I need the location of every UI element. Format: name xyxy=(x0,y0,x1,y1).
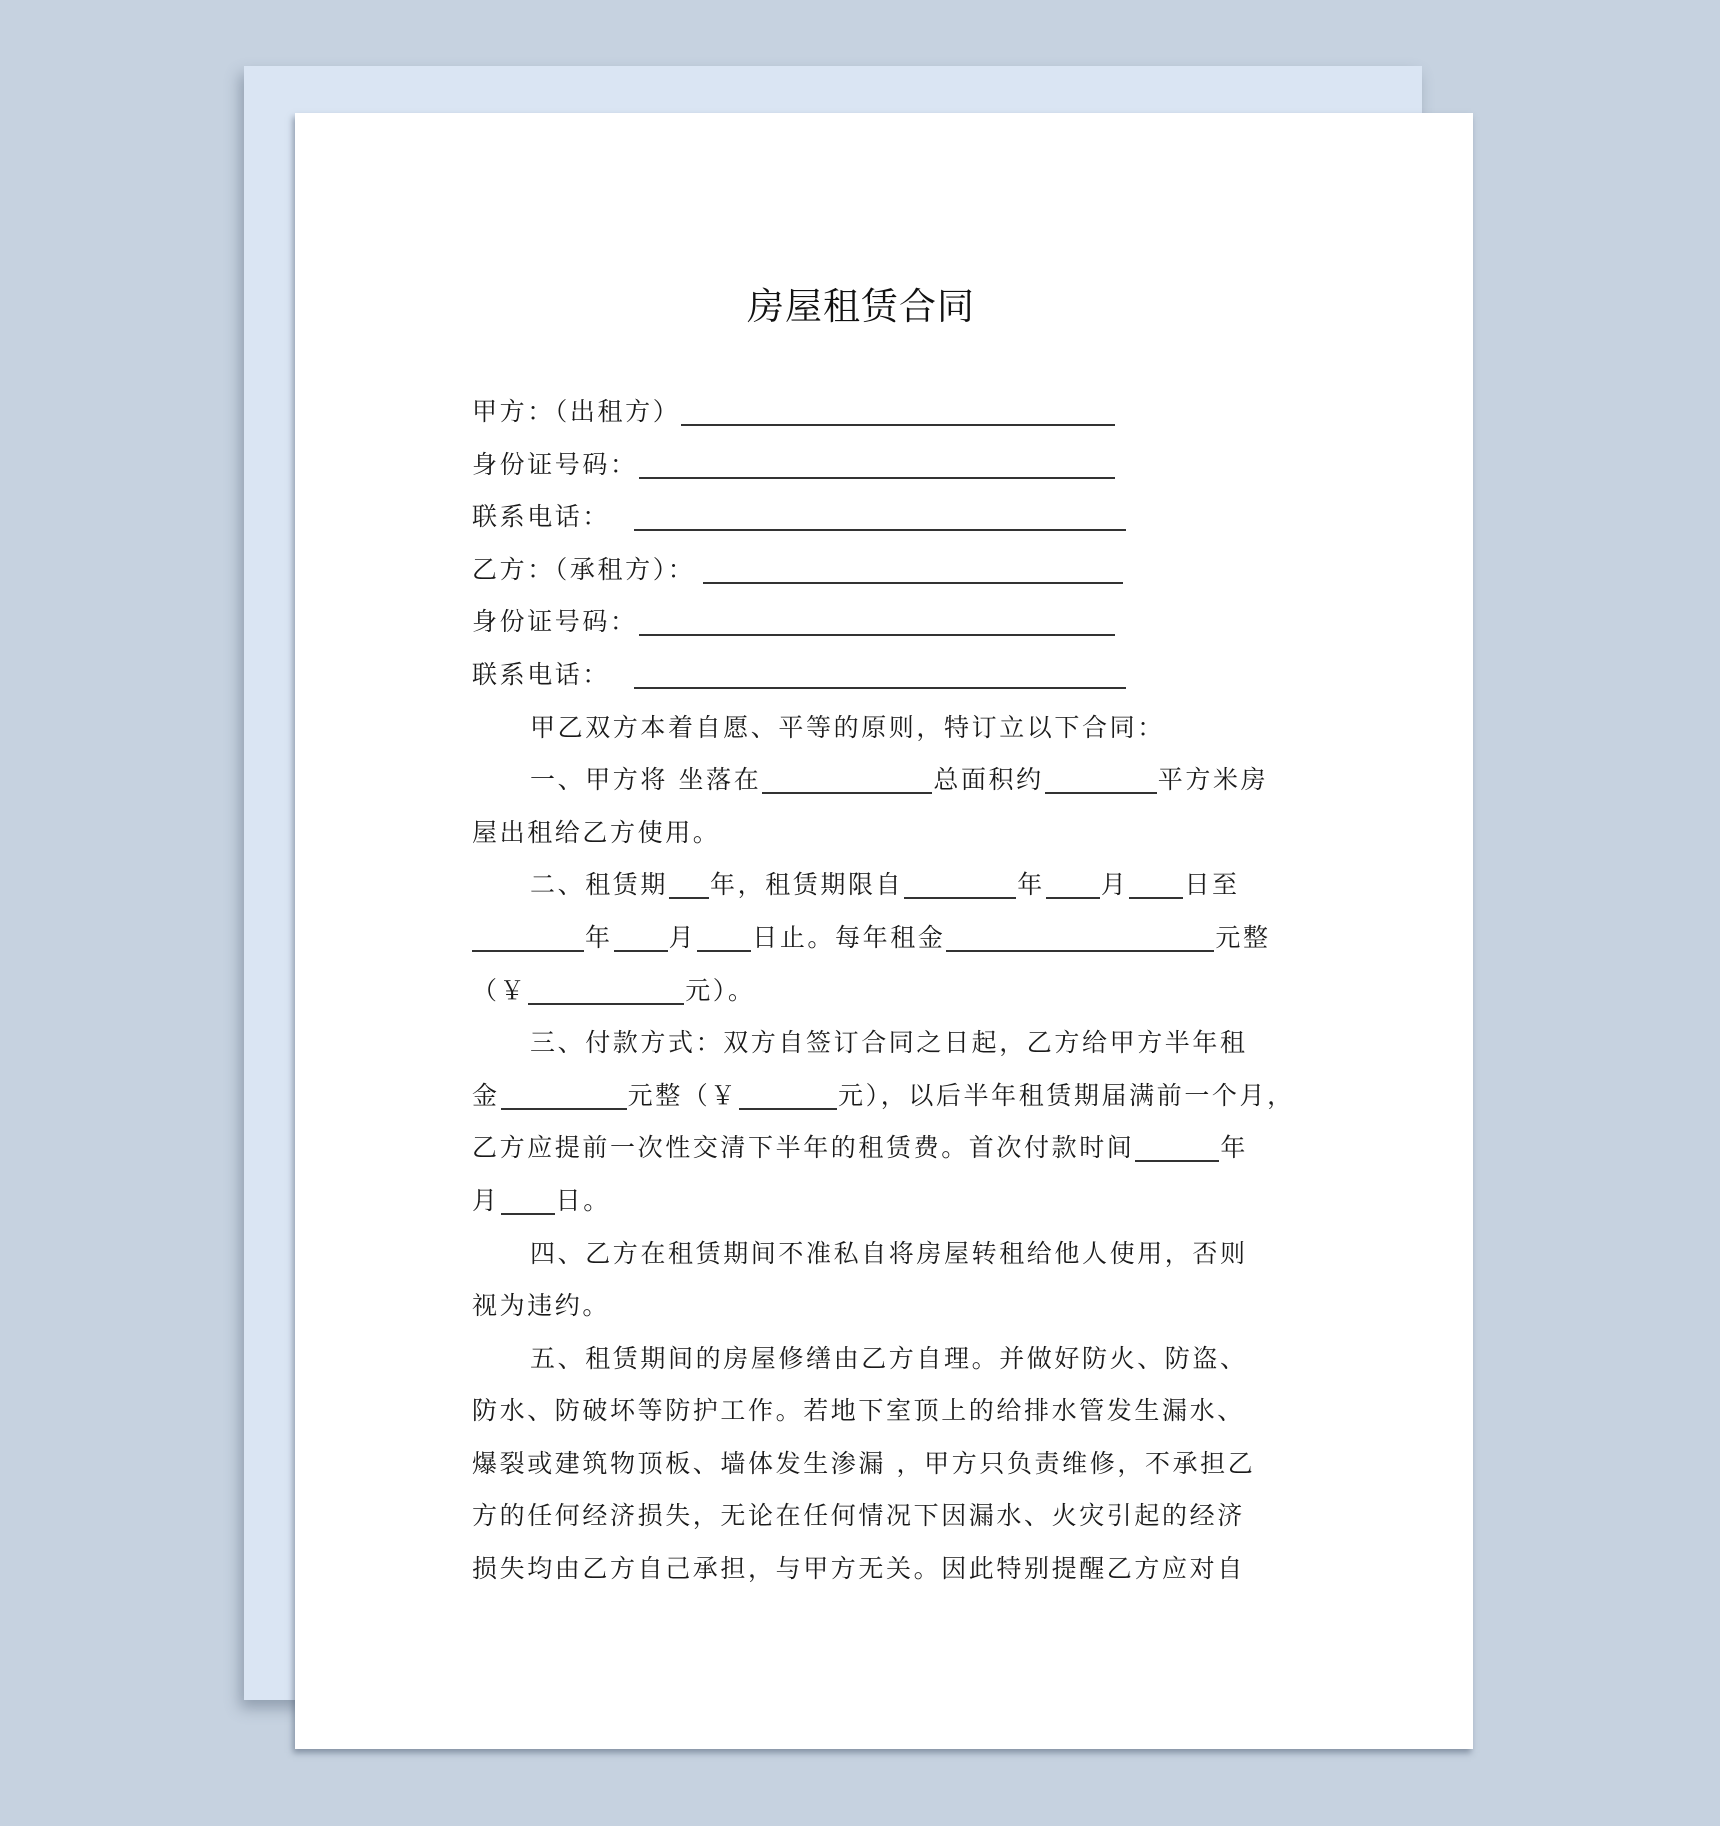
end-month-blank xyxy=(614,924,668,952)
party-a-phone-blank xyxy=(634,503,1126,531)
party-a-id-blank xyxy=(639,451,1115,479)
start-year-blank xyxy=(904,871,1016,899)
party-b-line xyxy=(472,544,1312,597)
party-b-id-label: 身份证号码： xyxy=(472,607,638,637)
clause-5-text: 爆裂或建筑物顶板、墙体发生渗漏 ，甲方只负责维修，不承担乙 xyxy=(472,1448,1256,1478)
area-blank xyxy=(1045,766,1157,794)
first-payment-day-blank xyxy=(501,1187,555,1215)
party-a-phone-label: 联系电话： xyxy=(472,502,611,532)
party-b-phone-line xyxy=(472,649,1312,702)
clause-2-text: 年 xyxy=(585,922,613,952)
party-b-label: 乙方：（承租方）： xyxy=(472,554,696,584)
clause-4-line-1 xyxy=(472,1228,1312,1281)
party-a-label: 甲方：（出租方） xyxy=(472,397,681,426)
preamble xyxy=(472,702,1312,755)
start-day-blank xyxy=(1129,871,1183,899)
location-blank xyxy=(762,766,932,794)
clause-2-text: 元）。 xyxy=(685,975,756,1005)
preamble-text: 甲乙双方本着自愿、平等的原则，特订立以下合同： xyxy=(530,712,1165,742)
document-body xyxy=(472,386,1312,1596)
clause-3-text: 金 xyxy=(472,1080,500,1110)
party-a-line xyxy=(472,386,1312,439)
clause-2-text: 日止。每年租金 xyxy=(752,922,946,952)
clause-3-line-4 xyxy=(472,1175,1312,1228)
clause-5-text: 防水、防破坏等防护工作。若地下室顶上的给排水管发生漏水、 xyxy=(472,1396,1245,1426)
party-b-phone-blank xyxy=(634,661,1126,689)
party-b-id-line xyxy=(472,596,1312,649)
clause-1-text: 一、甲方将 坐落在 xyxy=(530,765,762,795)
clause-2-text: 月 xyxy=(1100,870,1129,900)
clause-5-line-1 xyxy=(472,1333,1312,1386)
annual-rent-numeric-blank xyxy=(528,977,684,1005)
clause-3-line-1 xyxy=(472,1017,1312,1070)
clause-2-text: 日至 xyxy=(1184,870,1240,900)
clause-1-line-2 xyxy=(472,807,1312,860)
half-year-rent-numeric-blank xyxy=(739,1082,837,1110)
clause-5-text: 损失均由乙方自己承担，与甲方无关。因此特别提醒乙方应对自 xyxy=(472,1554,1245,1584)
clause-4-text: 四、乙方在租赁期间不准私自将房屋转租给他人使用，否则 xyxy=(530,1238,1248,1268)
clause-2-text: （￥ xyxy=(472,975,528,1005)
clause-3-text: 年 xyxy=(1220,1133,1249,1163)
clause-3-line-2 xyxy=(472,1070,1312,1123)
clause-4-line-2 xyxy=(472,1280,1312,1333)
clause-1-text: 平方米房 xyxy=(1157,765,1269,795)
clause-1-text: 屋出租给乙方使用。 xyxy=(472,817,721,847)
party-b-id-blank xyxy=(639,608,1115,636)
document-title: 房屋租赁合同 xyxy=(747,285,975,328)
clause-3-text: 元），以后半年租赁期届满前一个月， xyxy=(838,1080,1295,1110)
end-day-blank xyxy=(697,924,751,952)
clause-3-text: 月 xyxy=(472,1185,500,1215)
party-a-phone-line xyxy=(472,491,1312,544)
clause-3-text: 三、付款方式：双方自签订合同之日起，乙方给甲方半年租 xyxy=(530,1028,1248,1058)
clause-3-text: 乙方应提前一次性交清下半年的租赁费。首次付款时间 xyxy=(472,1133,1135,1163)
half-year-rent-blank xyxy=(501,1082,627,1110)
lease-years-blank xyxy=(669,871,709,899)
party-b-phone-label: 联系电话： xyxy=(472,659,611,689)
clause-1-line-1 xyxy=(472,754,1312,807)
clause-4-text: 视为违约。 xyxy=(472,1291,611,1321)
start-month-blank xyxy=(1046,871,1100,899)
clause-3-line-3 xyxy=(472,1122,1312,1175)
clause-5-text: 方的任何经济损失，无论在任何情况下因漏水、火灾引起的经济 xyxy=(472,1501,1245,1531)
end-year-blank xyxy=(472,924,584,952)
clause-5-line-4 xyxy=(472,1490,1312,1543)
clause-2-text: 二、租赁期 xyxy=(530,870,669,900)
annual-rent-blank xyxy=(946,924,1214,952)
party-a-name-blank xyxy=(681,398,1115,426)
clause-2-text: 元整 xyxy=(1215,922,1271,952)
clause-3-text: 元整（￥ xyxy=(627,1080,739,1110)
clause-2-text: 月 xyxy=(668,922,697,952)
clause-2-line-1 xyxy=(472,859,1312,912)
clause-2-line-3 xyxy=(472,965,1312,1018)
clause-2-line-2 xyxy=(472,912,1312,965)
clause-5-text: 五、租赁期间的房屋修缮由乙方自理。并做好防火、防盗、 xyxy=(530,1343,1248,1373)
clause-2-text: 年 xyxy=(1017,870,1045,900)
clause-1-text: 总面积约 xyxy=(933,765,1044,795)
party-b-name-blank xyxy=(703,556,1123,584)
clause-5-line-3 xyxy=(472,1438,1312,1491)
party-a-id-label: 身份证号码： xyxy=(472,449,638,479)
first-payment-year-blank xyxy=(1135,1134,1219,1162)
party-a-id-line xyxy=(472,439,1312,492)
clause-2-text: 年，租赁期限自 xyxy=(710,870,904,900)
clause-5-line-5 xyxy=(472,1543,1312,1596)
clause-3-text: 日。 xyxy=(555,1185,611,1215)
clause-5-line-2 xyxy=(472,1385,1312,1438)
